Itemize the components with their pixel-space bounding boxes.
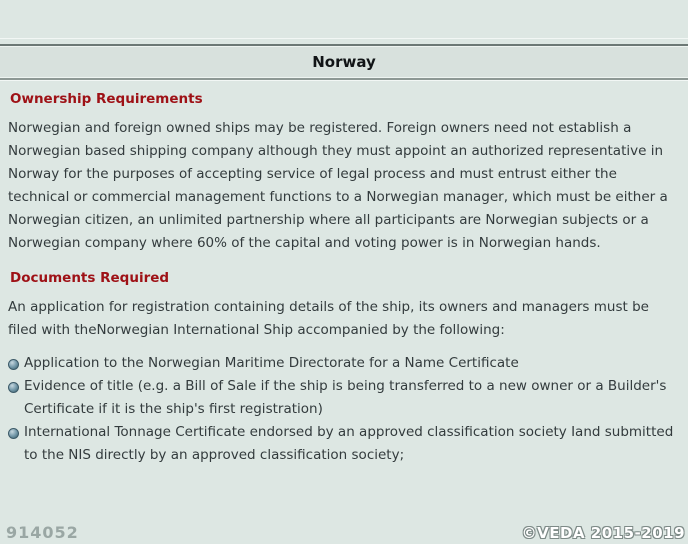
bullet-icon [8, 382, 19, 393]
list-item [8, 421, 676, 467]
copyright-watermark: ©VEDA 2015-2019 [521, 524, 685, 542]
document-list [8, 352, 676, 467]
section-heading-documents: Documents Required [10, 270, 170, 286]
list-item [8, 352, 676, 375]
list-item-text: Evidence of title (e.g. a Bill of Sale if the ship is being transferred to a new owner or a Builder's Certificate if it is the ship's first registration) [24, 378, 667, 417]
bullet-icon [8, 428, 19, 439]
title-band [0, 44, 688, 80]
content-area [0, 81, 688, 467]
bullet-icon [8, 359, 19, 370]
documents-intro-text: An application for registration containing details of the ship, its owners and managers must be filed with theNorwegian International Ship accompanied by the following: [8, 299, 649, 338]
list-item-text: Application to the Norwegian Maritime Directorate for a Name Certificate [24, 355, 519, 371]
list-item [8, 375, 676, 421]
section-heading-ownership: Ownership Requirements [10, 91, 203, 107]
page-title: Norway [312, 53, 376, 71]
record-id: 914052 [6, 523, 79, 542]
top-spacer [0, 0, 688, 38]
list-item-text: International Tonnage Certificate endorsed by an approved classification society Iand submitted to the NIS directly by an approved classification society; [24, 424, 674, 463]
ownership-requirements-text: Norwegian and foreign owned ships may be registered. Foreign owners need not establish a Norwegian based shipping company although they must appoint an authorized representative in Norway for the purposes of accepting service of legal process and must entrust either the technical or commercial management functions to a Norwegian manager, which must be either a Norwegian citizen, an unlimited partnership where all participants are Norwegian subjects or a Norwegian company where 60% of the capital and voting power is in Norwegian hands. [8, 120, 668, 251]
